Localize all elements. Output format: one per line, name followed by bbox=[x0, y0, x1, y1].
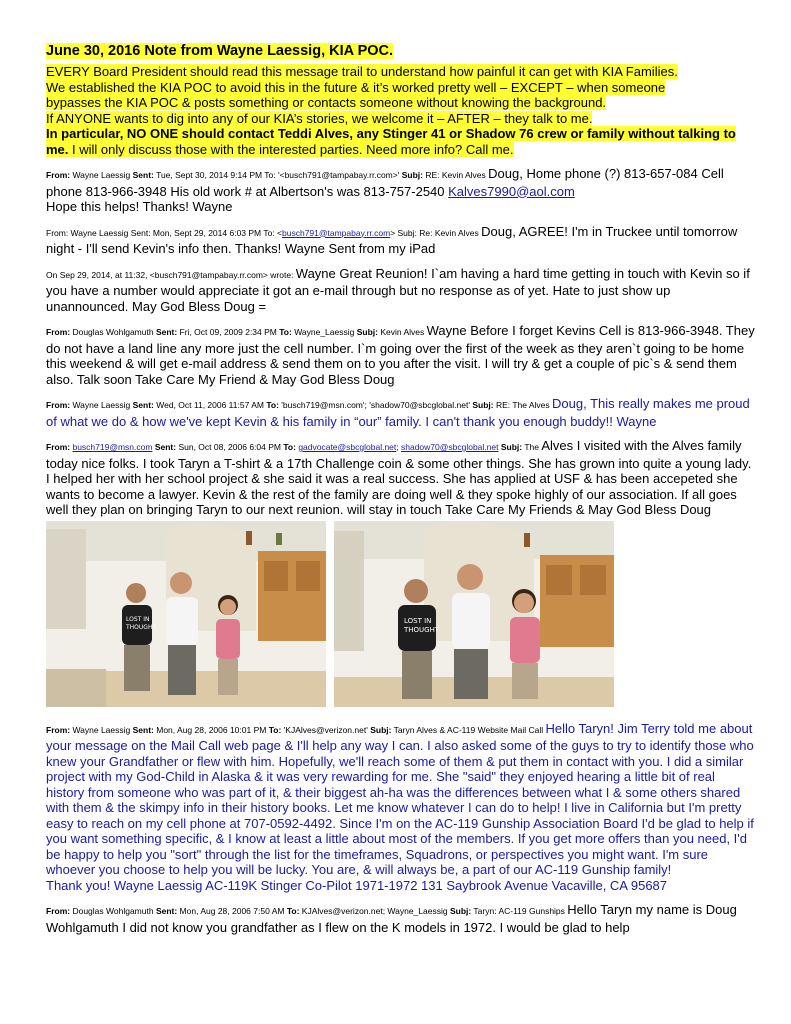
to-value: KJAlves@verizon.net; Wayne_Laessig bbox=[299, 906, 450, 916]
from-value: Douglas Wohlgamuth bbox=[70, 906, 156, 916]
email-body: Doug, This really makes me proud of what we do & how we've kept Kevin & his family in “our” family. I can't thank you enough buddy!! Wayne bbox=[46, 396, 750, 429]
email-header: From: busch719@msn.com Sent: Sun, Oct 08, 2006 6:04 PM To: gadvocate@sbcglobal.net; shadow70@sbcglobal.net Subj: The bbox=[46, 442, 542, 452]
from-value: Wayne Laessig bbox=[70, 170, 133, 180]
subj-value: RE: Kevin Alves bbox=[422, 170, 489, 180]
email-header bbox=[46, 228, 481, 238]
from-label: From: bbox=[46, 327, 71, 337]
email-header bbox=[46, 725, 545, 735]
to-label: To: bbox=[266, 400, 279, 410]
email-header bbox=[46, 170, 488, 180]
email-body: Alves I visited with the Alves family today nice folks. I took Taryn a T-shirt & a 17th Challenge coin & some other things. She has grown into quite a young lady. I helped her with her school project & she said it was a real success. She has applied at USF & has been accepeted she wants to become a lawyer. Kevin & the rest of the family are doing well & they spoke highly of our association. If all goes well they plan on bringing Taryn to our next reunion. will stay in touch Take Care My Friends & May God Bless Doug bbox=[46, 438, 752, 517]
page-title: June 30, 2016 Note from Wayne Laessig, KIA POC. bbox=[46, 43, 394, 59]
email-body: Hello Taryn! Jim Terry told me about your message on the Mail Call web page & I'll help any way I can. I also asked some of the guys to try to identify those who knew your Grandfather or flew with him. Hopefully, we'll reach some of them & put them in contact with you. I did a similar project with my God-Child in Alaska & it was very rewarding for me. She "said" they enjoyed hearing a little bit of real history from someone who was part of it, & their biggest ah-ha was the differences between what I & some others shared with them & the skimpy info in their history books. Let me know whatever I can do to help! I live in California but I'm pretty easy to reach on my cell phone at 707-0592-4492. Since I'm on the AC-119 Gunship Association Board I'd be glad to help if you want something specific, & I know at least a little about most of the members. If you get more offers than you need, I'd be happy to help you "sort" through the list for the timeframes, Squadrons, or perspectives you might want. I'm sure whoever you choose to help you will be lucky. You are, & will always be, a part of our AC-119 Gunship family! bbox=[46, 720, 754, 877]
header-text: From: Wayne Laessig Sent: Mon, Sept 29, 2014 6:03 PM To: < bbox=[46, 227, 283, 238]
email-body: Wayne Great Reunion! I`am having a hard time getting in touch with Kevin so if you have a number would appreciate it got an e-mail through but no response as of yet. Hate to just show up unannounced. May God Bless Doug = bbox=[46, 265, 750, 314]
to-label: To: bbox=[279, 327, 292, 337]
sent-label: Sent: bbox=[132, 170, 154, 180]
to-label: To: bbox=[268, 724, 282, 735]
subj-label: Subj: bbox=[370, 724, 392, 735]
to-value: 'KJAlves@verizon.net' bbox=[281, 724, 371, 735]
to-value: Wayne_Laessig bbox=[291, 327, 357, 337]
email-body: Doug, Home phone (?) 813-657-084 Cell phone 813-966-3948 His old work # at Albertson's was 813-757-2540 bbox=[46, 166, 724, 199]
to-label: To: bbox=[286, 906, 300, 916]
intro-line-2: We established the KIA POC to avoid this in the future & it’s worked pretty well – EXCEPT – when someone bbox=[46, 79, 666, 95]
family-photo-image bbox=[46, 521, 326, 707]
subj-label: Subj: bbox=[356, 327, 378, 337]
shirt-text: LOST IN bbox=[126, 615, 150, 623]
from-email-link[interactable]: busch719@msn.com bbox=[72, 442, 153, 452]
email-entry bbox=[46, 902, 756, 935]
family-photo bbox=[334, 521, 614, 707]
intro-line-4: If ANYONE wants to dig into any of our KIA’s stories, we welcome it – AFTER – they talk to me. bbox=[46, 110, 593, 126]
sent-value: Mon, Aug 28, 2006 10:01 PM bbox=[153, 724, 269, 735]
intro-line-1: EVERY Board President should read this message trail to understand how painful it can get with KIA Families. bbox=[46, 64, 678, 79]
family-photo bbox=[46, 521, 326, 707]
intro-bold-warning: In particular, NO ONE should contact Teddi Alves, any Stinger 41 or Shadow 76 crew or family without talking to me. bbox=[46, 126, 736, 157]
email-entry bbox=[46, 166, 756, 215]
email-body-closing: Hope this helps! Thanks! Wayne bbox=[46, 199, 233, 214]
email-body: Wayne Before I forget Kevins Cell is 813-966-3948. They do not have a land line any more just the cell number. I`m going over the first of the week as they aren`t going to be home this weekend & will get e-mail address & send them on to you after the visit. I will try & get a couple of pic`s & send them also. Talk soon Take Care My Friend & May God Bless Doug bbox=[46, 323, 755, 387]
subj-value: Taryn Alves & AC-119 Website Mail Call bbox=[391, 724, 546, 735]
subj-label: Subj: bbox=[401, 170, 423, 180]
from-label: From: bbox=[46, 442, 71, 452]
from-label: From: bbox=[46, 400, 71, 410]
sent-value: Mon, Aug 28, 2006 7:50 AM bbox=[177, 906, 287, 916]
subj-value: The bbox=[522, 442, 542, 452]
document-page bbox=[46, 42, 756, 935]
title-line bbox=[46, 42, 756, 60]
email-body: Doug, AGREE! I'm in Truckee until tomorrow night - I'll send Kevin's info then. Thanks! Wayne Sent from my iPad bbox=[46, 223, 738, 256]
family-photo-image bbox=[334, 521, 614, 707]
email-header: On Sep 29, 2014, at 11:32, <busch791@tampabay.rr.com> wrote: bbox=[46, 269, 296, 280]
sent-value: Tue, Sept 30, 2014 9:14 PM To: '<busch791@tampabay.rr.com>' bbox=[153, 170, 402, 180]
from-label: From: bbox=[46, 724, 71, 735]
from-value: Wayne Laessig bbox=[70, 724, 133, 735]
subj-value: RE: The Alves bbox=[493, 400, 553, 410]
shirt-text: LOST IN bbox=[404, 616, 432, 625]
shirt-text: THOUGHT bbox=[126, 623, 157, 631]
intro-line-3: bypasses the KIA POC & posts something or contacts someone without knowing the background. bbox=[46, 95, 607, 110]
intro-tail: I will only discuss those with the interested parties. Need more info? Call me. bbox=[68, 141, 514, 157]
to-label: To: bbox=[283, 442, 296, 452]
email-signature: Thank you! Wayne Laessig AC-119K Stinger Co-Pilot 1971-1972 131 Saybrook Avenue Vacaville, CA 95687 bbox=[46, 877, 668, 893]
subj-value: Kevin Alves bbox=[377, 327, 427, 337]
sent-label: Sent: bbox=[154, 442, 177, 452]
sent-label: Sent: bbox=[155, 906, 178, 916]
email-link[interactable]: busch791@tampabay.rr.com bbox=[282, 227, 391, 238]
to-email-link[interactable]: shadow70@sbcglobal.net bbox=[401, 442, 499, 452]
header-text-end: > Subj: Re: Kevin Alves bbox=[390, 227, 482, 238]
from-value: Wayne Laessig bbox=[70, 400, 133, 410]
email-entry bbox=[46, 721, 756, 894]
subj-label: Subj: bbox=[472, 400, 494, 410]
sent-value: Fri, Oct 09, 2009 2:34 PM bbox=[177, 327, 280, 337]
shirt-text: THOUGHT bbox=[404, 625, 440, 634]
sent-value: Sun, Oct 08, 2006 6:04 PM bbox=[176, 442, 284, 452]
email-entry bbox=[46, 438, 756, 518]
subj-value: Taryn: AC-119 Gunships bbox=[471, 906, 568, 916]
to-email-link[interactable]: gadvocate@sbcglobal.net bbox=[298, 442, 397, 452]
photo-row bbox=[46, 521, 756, 707]
sent-label: Sent: bbox=[132, 724, 154, 735]
email-header bbox=[46, 906, 567, 916]
to-value: 'busch719@msn.com'; 'shadow70@sbcglobal.net' bbox=[278, 400, 473, 410]
email-entry bbox=[46, 396, 756, 429]
email-link[interactable]: Kalves7990@aol.com bbox=[448, 183, 575, 199]
email-header bbox=[46, 400, 552, 410]
email-entry bbox=[46, 323, 756, 387]
from-label: From: bbox=[46, 170, 71, 180]
email-body: Hello Taryn my name is Doug Wohlgamuth I did not know you grandfather as I flew on the K models in 1972. I would be glad to help bbox=[46, 902, 737, 935]
email-header bbox=[46, 327, 427, 337]
intro-paragraph bbox=[46, 64, 756, 157]
email-entry bbox=[46, 266, 756, 315]
sent-value: Wed, Oct 11, 2006 11:57 AM bbox=[153, 400, 267, 410]
sent-label: Sent: bbox=[155, 327, 178, 337]
from-label: From: bbox=[46, 906, 71, 916]
subj-label: Subj: bbox=[449, 906, 472, 916]
subj-label: Subj: bbox=[500, 442, 523, 452]
email-entry bbox=[46, 224, 756, 257]
sent-label: Sent: bbox=[132, 400, 154, 410]
from-value: Douglas Wohlgamuth bbox=[70, 327, 156, 337]
